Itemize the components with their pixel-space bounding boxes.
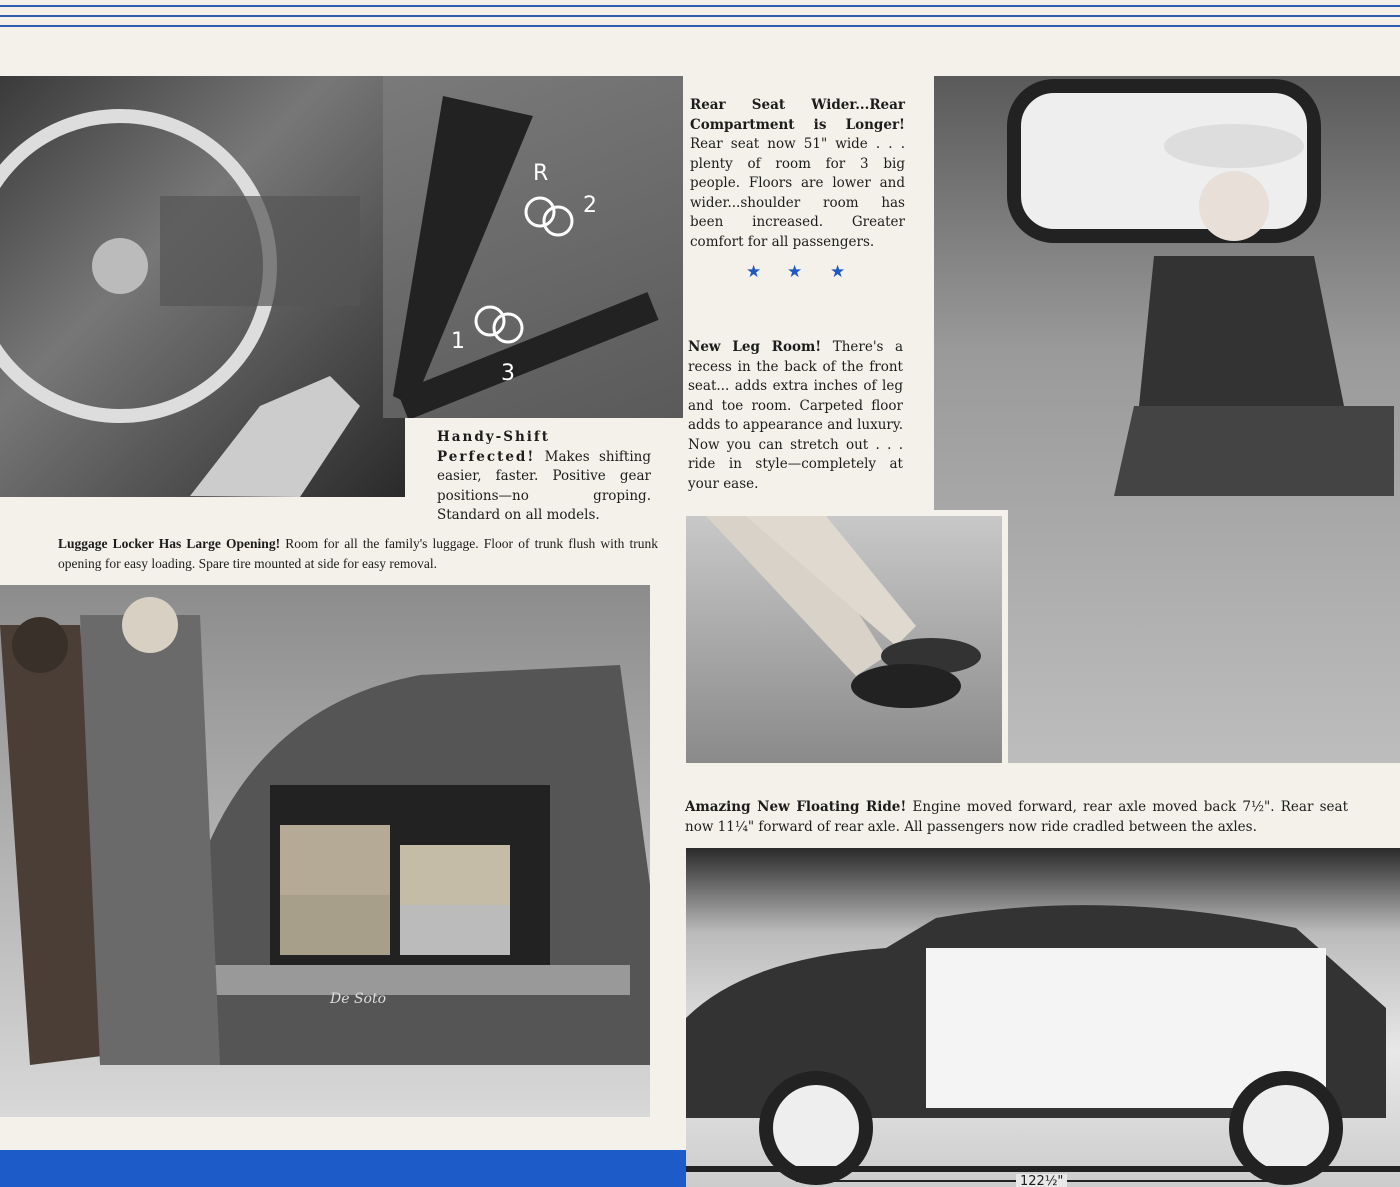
gear-label-3: 3: [501, 361, 515, 386]
gear-label-1: 1: [451, 329, 465, 354]
caption-body: There's a recess in the back of the front seat... adds extra inches of leg and toe room. Carpeted floor adds to appearance and luxury. Now you can stretch out . . . ride in style—completely at your ease.: [688, 339, 903, 492]
top-rule: [0, 15, 1400, 17]
caption-title: Luggage Locker Has Large Opening!: [58, 536, 281, 551]
legs-photo: [686, 516, 1002, 763]
caption-title: Rear Seat Wider...Rear Compartment is Longer!: [690, 97, 905, 133]
legs-photo-frame: [680, 510, 1008, 769]
gear-label-r: R: [533, 161, 549, 186]
gear-label-2: 2: [583, 193, 597, 218]
star-icon: ★: [787, 262, 803, 282]
caption-title: New Leg Room!: [688, 339, 822, 355]
wheelbase-label: 122½": [1016, 1174, 1067, 1187]
license-plate-text: De Soto: [330, 991, 387, 1007]
leg-room-caption: [688, 338, 903, 494]
top-rule: [0, 5, 1400, 7]
gear-shift-photo: [383, 76, 683, 418]
caption-body: Makes shifting easier, faster. Positive gear positions—no groping. Standard on all models.: [437, 448, 652, 523]
rear-seat-caption: [690, 96, 905, 252]
luggage-photo: [0, 585, 650, 1117]
star-icon: ★: [746, 262, 762, 282]
handy-shift-caption: [437, 428, 651, 526]
top-rule: [0, 25, 1400, 27]
blue-footer-band: [0, 1150, 686, 1187]
caption-title: Amazing New Floating Ride!: [685, 799, 907, 815]
star-icon: ★: [830, 262, 846, 282]
dashboard-photo: [0, 76, 405, 497]
caption-body: Rear seat now 51" wide . . . plenty of room for 3 big people. Floors are lower and wider...shoulder room has been increased. Greater comfort for all passengers.: [690, 136, 905, 250]
floating-ride-caption: [685, 798, 1348, 837]
caption-title: Handy-Shift Perfected!: [437, 429, 550, 465]
car-cutaway-photo: [686, 848, 1400, 1187]
caption-body: Room for all the family's luggage. Floor of trunk flush with trunk opening for easy loading. Spare tire mounted at side for easy removal.: [58, 536, 658, 571]
caption-body: Engine moved forward, rear axle moved back 7½". Rear seat now 11¼" forward of rear axle. All passengers now ride cradled between the axles.: [685, 799, 1348, 835]
luggage-caption: [58, 534, 658, 573]
